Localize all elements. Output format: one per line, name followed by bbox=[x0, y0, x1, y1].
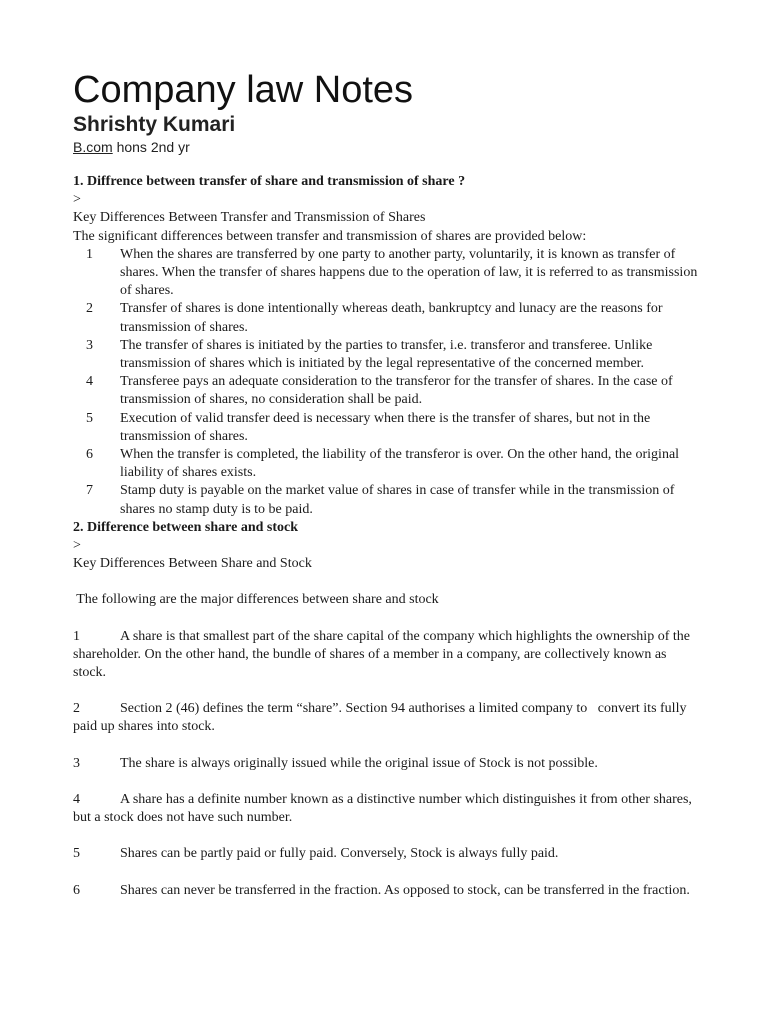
list-item-number: 5 bbox=[86, 410, 93, 426]
point-text: A share has a definite number known as a distinctive number which distinguishes it from other shares, but a stock does not have such number. bbox=[73, 791, 692, 826]
list-item-text: When the shares are transferred by one party to another party, voluntarily, it is known as transfer of shares. When the transfer of shares happens due to the operation of law, it is referred to as transmission of shares. bbox=[120, 246, 698, 299]
list-item-text: When the transfer is completed, the liability of the transferor is over. On the other hand, the original liability of shares exists. bbox=[120, 447, 680, 481]
list-item bbox=[73, 482, 703, 518]
section1-heading: 1. Diffrence between transfer of share and transmission of share ? bbox=[73, 174, 466, 189]
list-item bbox=[73, 373, 703, 409]
list-item bbox=[73, 410, 703, 446]
list-item-number: 7 bbox=[86, 483, 93, 499]
author-name: Shrishty Kumari bbox=[73, 113, 236, 136]
list-item-text: Transfer of shares is done intentionally whereas death, bankruptcy and lunacy are the reasons for transmission of shares. bbox=[120, 301, 663, 335]
course-text: hons 2nd yr bbox=[112, 139, 190, 155]
point-text: The share is always originally issued while the original issue of Stock is not possible. bbox=[120, 755, 598, 771]
point-number: 6 bbox=[73, 882, 80, 898]
list-item-number: 1 bbox=[86, 246, 93, 262]
document-title: Company law Notes bbox=[73, 69, 414, 111]
paragraph-point bbox=[73, 791, 703, 827]
paragraph-point bbox=[73, 882, 703, 900]
list-item-text: The transfer of shares is initiated by the parties to transfer, i.e. transferor and transferee. Unlike transmission of shares which is initiated by the legal representative of the concerned member. bbox=[120, 337, 653, 372]
point-text: A share is that smallest part of the share capital of the company which highlights the ownership of the shareholder. On the other hand, the bundle of shares of a member in a company, are collectively known as stock. bbox=[73, 628, 690, 681]
list-item-number: 4 bbox=[86, 374, 93, 390]
list-item bbox=[73, 337, 703, 373]
point-number: 5 bbox=[73, 846, 80, 862]
section1-marker: > bbox=[73, 192, 81, 208]
paragraph-point bbox=[73, 755, 703, 773]
paragraph-point bbox=[73, 700, 703, 736]
list-item bbox=[73, 446, 703, 482]
paragraph-point bbox=[73, 845, 703, 863]
point-number: 1 bbox=[73, 628, 80, 644]
document-page bbox=[73, 66, 703, 900]
list-item-number: 2 bbox=[86, 301, 93, 317]
section1-subheading: Key Differences Between Transfer and Transmission of Shares bbox=[73, 210, 426, 226]
point-text: Shares can never be transferred in the fraction. As opposed to stock, can be transferred in the fraction. bbox=[120, 882, 690, 898]
list-item bbox=[73, 300, 703, 336]
section2-subheading: Key Differences Between Share and Stock bbox=[73, 556, 312, 572]
section2-heading: 2. Difference between share and stock bbox=[73, 519, 299, 535]
section2-marker: > bbox=[73, 538, 81, 554]
course-link[interactable]: B.com bbox=[73, 139, 113, 155]
point-number: 2 bbox=[73, 701, 80, 717]
point-text: Section 2 (46) defines the term “share”. Section 94 authorises a limited company to convert its fully paid up shares into stock. bbox=[73, 701, 690, 735]
paragraph-point bbox=[73, 628, 703, 683]
point-text: Shares can be partly paid or fully paid. Conversely, Stock is always fully paid. bbox=[120, 846, 559, 862]
section1-intro: The significant differences between transfer and transmission of shares are provided below: bbox=[73, 228, 587, 244]
point-number: 3 bbox=[73, 755, 80, 771]
list-item bbox=[73, 246, 703, 301]
section1-list bbox=[73, 246, 703, 519]
list-item-number: 3 bbox=[86, 337, 93, 353]
list-item-text: Transferee pays an adequate consideration to the transferor for the transfer of shares. In the case of transmission of shares, no consideration shall be paid. bbox=[120, 374, 673, 408]
section2-intro: The following are the major differences between share and stock bbox=[73, 592, 439, 608]
list-item-text: Stamp duty is payable on the market value of shares in case of transfer while in the transmission of shares no stamp duty is to be paid. bbox=[120, 483, 675, 517]
list-item-number: 6 bbox=[86, 447, 93, 463]
list-item-text: Execution of valid transfer deed is necessary when there is the transfer of shares, but not in the transmission of shares. bbox=[120, 410, 651, 444]
course-line bbox=[73, 138, 703, 156]
point-number: 4 bbox=[73, 791, 80, 807]
